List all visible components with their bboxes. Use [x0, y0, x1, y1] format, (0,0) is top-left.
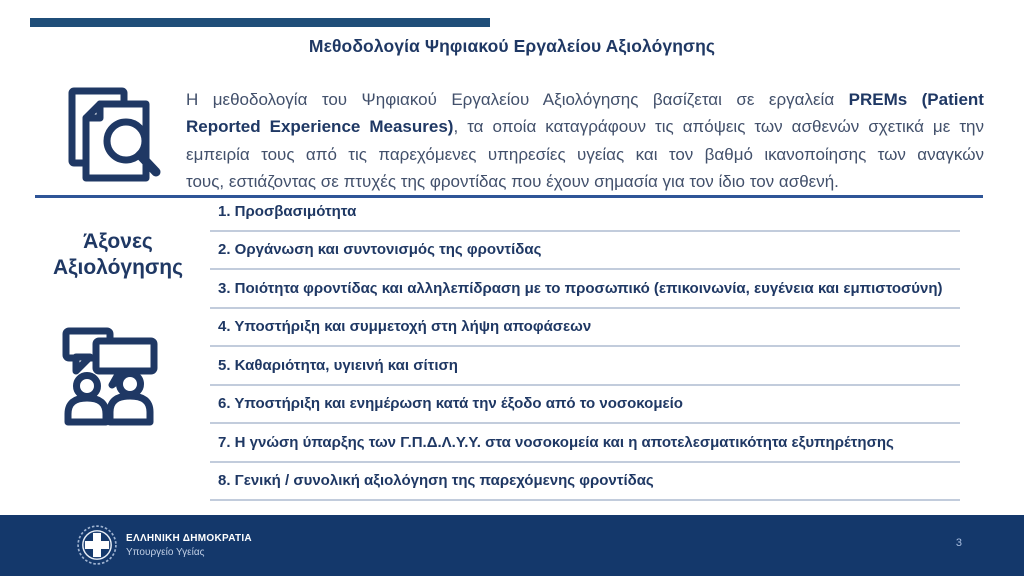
footer-bar	[0, 515, 1024, 576]
axis-item: 1. Προσβασιμότητα	[210, 193, 960, 232]
axes-section-label	[33, 229, 203, 281]
slide-title: Μεθοδολογία Ψηφιακού Εργαλείου Αξιολόγησης	[308, 36, 716, 56]
axis-item: 2. Οργάνωση και συντονισμός της φροντίδας	[210, 232, 960, 271]
intro-line-1	[186, 86, 984, 113]
people-discussion-icon	[60, 326, 164, 426]
documents-search-icon	[64, 86, 164, 184]
axis-item: 7. Η γνώση ύπαρξης των Γ.Π.Δ.Λ.Υ.Υ. στα νοσοκομεία και η αποτελεσματικότητα εξυπηρέτησης	[210, 424, 960, 463]
axis-item: 6. Υποστήριξη και ενημέρωση κατά την έξοδο από το νοσοκομείο	[210, 386, 960, 425]
top-accent-bar	[30, 18, 490, 27]
intro-line-3: εμπειρία τους από τις παρεχόμενες υπηρεσίες υγείας και τον βαθμό ικανοποίησης των αναγκών	[186, 144, 984, 164]
intro-line-2	[186, 113, 984, 140]
axes-label-line1: Άξονες	[83, 230, 153, 253]
intro-paragraph	[186, 86, 984, 196]
prems-bold-text: Reported Experience Measures)	[186, 117, 454, 137]
hellenic-republic-emblem	[76, 524, 118, 566]
org-name: ΕΛΛΗΝΙΚΗ ΔΗΜΟΚΡΑΤΙΑ	[126, 533, 252, 544]
org-subtitle: Υπουργείο Υγείας	[126, 547, 205, 558]
intro-text: , τα οποία καταγράφουν τις απόψεις των ασθενών σχετικά με την	[453, 117, 984, 137]
axis-item: 5. Καθαριότητα, υγιεινή και σίτιση	[210, 347, 960, 386]
intro-text: Η μεθοδολογία του Ψηφιακού Εργαλείου Αξιολόγησης βασίζεται σε εργαλεία	[186, 90, 835, 109]
axis-item: 8. Γενική / συνολική αξιολόγηση της παρεχόμενης φροντίδας	[210, 463, 960, 502]
prems-bold-text: PREMs (Patient	[848, 90, 984, 109]
page-number: 3	[955, 537, 962, 549]
intro-line-4: τους, εστιάζοντας σε πτυχές της φροντίδας που έχουν σημασία για τον ίδιο τον ασθενή.	[186, 172, 839, 192]
axis-item: 3. Ποιότητα φροντίδας και αλληλεπίδραση με το προσωπικό (επικοινωνία, ευγένεια και εμπιστοσύνη)	[210, 270, 960, 309]
axes-list	[210, 193, 960, 501]
axes-label-line2: Αξιολόγησης	[52, 256, 184, 279]
axis-item: 4. Υποστήριξη και συμμετοχή στη λήψη αποφάσεων	[210, 309, 960, 348]
